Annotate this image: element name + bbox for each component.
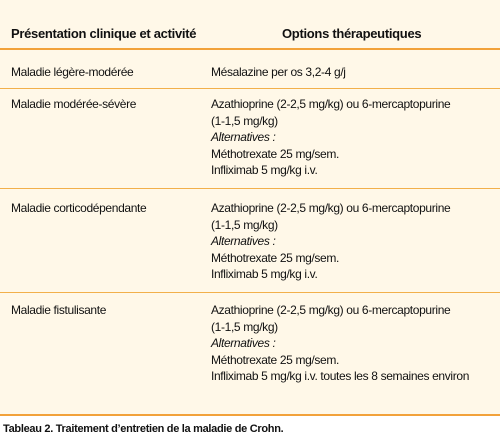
row-2-alternative-2: Infliximab 5 mg/kg i.v.	[211, 163, 318, 177]
row-1-line-1: Mésalazine per os 3,2-4 g/j	[211, 65, 346, 79]
row-4-alternative-1: Méthotrexate 25 mg/sem.	[211, 352, 340, 367]
row-2-line-2: (1-1,5 mg/kg)	[211, 113, 278, 128]
row-3-line-1: Azathioprine (2-2,5 mg/kg) ou 6-mercaptopurine	[211, 201, 451, 215]
row-1-options	[211, 64, 346, 81]
row-divider	[0, 88, 500, 89]
row-4-alternatives-label: Alternatives :	[211, 336, 276, 350]
row-4-options	[211, 302, 469, 385]
row-1-presentation: Maladie légère-modérée	[11, 65, 134, 79]
row-2-alternatives-label: Alternatives :	[211, 130, 276, 144]
row-divider	[0, 292, 500, 293]
column-header-presentation: Présentation clinique et activité	[11, 26, 197, 41]
row-4-presentation: Maladie fistulisante	[11, 303, 107, 317]
row-2-alternative-1: Méthotrexate 25 mg/sem.	[211, 146, 340, 161]
table-caption: Tableau 2. Traitement d’entretien de la maladie de Crohn.	[3, 423, 284, 435]
row-4-line-1: Azathioprine (2-2,5 mg/kg) ou 6-mercaptopurine	[211, 303, 451, 317]
row-3-alternative-2: Infliximab 5 mg/kg i.v.	[211, 267, 318, 281]
row-4-alternative-2: Infliximab 5 mg/kg i.v. toutes les 8 semaines environ	[211, 369, 470, 383]
row-3-options	[211, 200, 450, 283]
row-2-line-1: Azathioprine (2-2,5 mg/kg) ou 6-mercaptopurine	[211, 97, 451, 111]
header-rule	[0, 48, 500, 50]
row-4-line-2: (1-1,5 mg/kg)	[211, 319, 278, 334]
column-header-options: Options thérapeutiques	[282, 26, 422, 41]
row-2-presentation: Maladie modérée-sévère	[11, 97, 137, 111]
table-bottom-rule	[0, 414, 500, 416]
row-3-alternatives-label: Alternatives :	[211, 234, 276, 248]
row-divider	[0, 188, 500, 189]
row-3-presentation: Maladie corticodépendante	[11, 201, 147, 215]
row-3-line-2: (1-1,5 mg/kg)	[211, 217, 278, 232]
row-2-options	[211, 96, 450, 179]
row-3-alternative-1: Méthotrexate 25 mg/sem.	[211, 250, 340, 265]
